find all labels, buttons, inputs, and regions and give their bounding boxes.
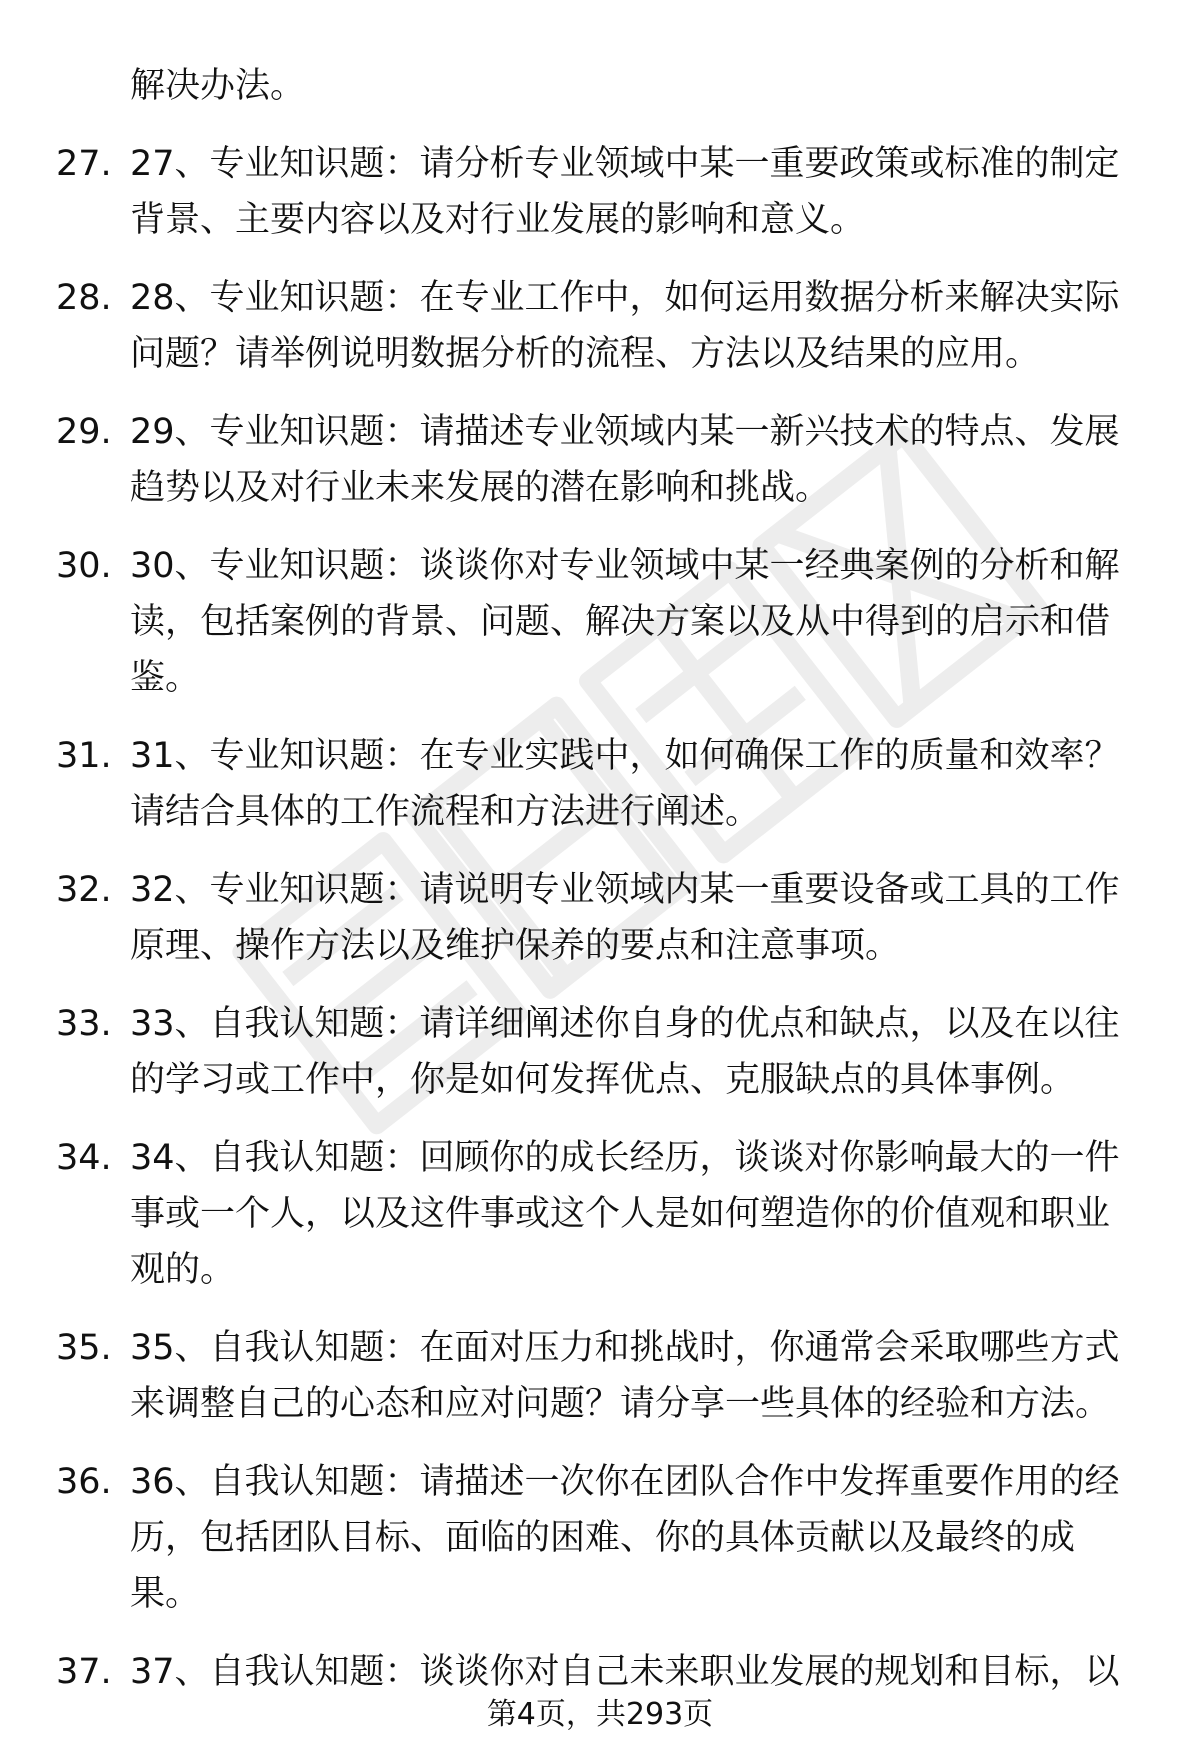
item-text-line: 背景、主要内容以及对行业发展的影响和意义。 bbox=[130, 200, 866, 240]
item-text-line: 的学习或工作中，你是如何发挥优点、克服缺点的具体事例。 bbox=[130, 1060, 1076, 1100]
page-footer: 第4页，共293页 bbox=[486, 1697, 714, 1732]
list-item bbox=[0, 1644, 1200, 1700]
item-number: 33. bbox=[56, 1004, 112, 1044]
item-number: 27. bbox=[56, 144, 112, 184]
item-text bbox=[130, 538, 1180, 706]
item-number: 36. bbox=[56, 1462, 112, 1502]
item-text-line: 来调整自己的心态和应对问题？请分享一些具体的经验和方法。 bbox=[130, 1384, 1111, 1424]
item-number: 28. bbox=[56, 278, 112, 318]
item-text bbox=[130, 1320, 1180, 1432]
item-text-line: 读，包括案例的背景、问题、解决方案以及从中得到的启示和借 bbox=[130, 602, 1111, 642]
item-text bbox=[130, 136, 1180, 248]
item-number: 35. bbox=[56, 1328, 112, 1368]
item-text-line: 29、专业知识题：请描述专业领域内某一新兴技术的特点、发展 bbox=[130, 412, 1120, 452]
item-text-line: 观的。 bbox=[130, 1250, 236, 1290]
list-item bbox=[0, 538, 1200, 706]
item-text-line: 原理、操作方法以及维护保养的要点和注意事项。 bbox=[130, 926, 901, 966]
item-text-line: 35、自我认知题：在面对压力和挑战时，你通常会采取哪些方式 bbox=[130, 1328, 1120, 1368]
item-text-line: 趋势以及对行业未来发展的潜在影响和挑战。 bbox=[130, 468, 831, 508]
item-text-line: 事或一个人，以及这件事或这个人是如何塑造你的价值观和职业 bbox=[130, 1194, 1111, 1234]
item-text-line: 34、自我认知题：回顾你的成长经历，谈谈对你影响最大的一件 bbox=[130, 1138, 1120, 1178]
item-text bbox=[130, 1644, 1180, 1700]
item-number: 31. bbox=[56, 736, 112, 776]
list-item bbox=[0, 728, 1200, 840]
item-text-line: 问题？请举例说明数据分析的流程、方法以及结果的应用。 bbox=[130, 334, 1041, 374]
list-item bbox=[0, 1320, 1200, 1432]
item-text-line: 28、专业知识题：在专业工作中，如何运用数据分析来解决实际 bbox=[130, 278, 1120, 318]
list-item bbox=[0, 136, 1200, 248]
item-text bbox=[130, 1454, 1180, 1622]
item-text bbox=[130, 1130, 1180, 1298]
item-number: 37. bbox=[56, 1652, 112, 1692]
list-item bbox=[0, 270, 1200, 382]
question-items bbox=[0, 136, 1200, 1700]
item-number: 30. bbox=[56, 546, 112, 586]
item-text-line: 36、自我认知题：请描述一次你在团队合作中发挥重要作用的经 bbox=[130, 1462, 1120, 1502]
item-text-line: 果。 bbox=[130, 1574, 201, 1614]
item-text bbox=[130, 270, 1180, 382]
item-text-line: 37、自我认知题：谈谈你对自己未来职业发展的规划和目标，以 bbox=[130, 1652, 1120, 1692]
item-text bbox=[130, 404, 1180, 516]
item-text-line: 31、专业知识题：在专业实践中，如何确保工作的质量和效率？ bbox=[130, 736, 1120, 776]
continued-text: 解决办法。 bbox=[130, 66, 306, 106]
item-text-line: 鉴。 bbox=[130, 658, 201, 698]
list-item bbox=[0, 996, 1200, 1108]
item-text-line: 历，包括团队目标、面临的困难、你的具体贡献以及最终的成 bbox=[130, 1518, 1076, 1558]
item-text bbox=[130, 862, 1180, 974]
item-text-line: 32、专业知识题：请说明专业领域内某一重要设备或工具的工作 bbox=[130, 870, 1120, 910]
item-text-line: 33、自我认知题：请详细阐述你自身的优点和缺点，以及在以往 bbox=[130, 1004, 1120, 1044]
list-item bbox=[0, 862, 1200, 974]
list-item bbox=[0, 1130, 1200, 1298]
item-text-line: 30、专业知识题：谈谈你对专业领域中某一经典案例的分析和解 bbox=[130, 546, 1120, 586]
item-text-line: 请结合具体的工作流程和方法进行阐述。 bbox=[130, 792, 761, 832]
item-text bbox=[130, 728, 1180, 840]
list-item bbox=[0, 1454, 1200, 1622]
list-item bbox=[0, 404, 1200, 516]
item-number: 34. bbox=[56, 1138, 112, 1178]
item-text-line: 27、专业知识题：请分析专业领域中某一重要政策或标准的制定 bbox=[130, 144, 1120, 184]
item-number: 29. bbox=[56, 412, 112, 452]
item-text bbox=[130, 996, 1180, 1108]
question-list bbox=[0, 58, 1200, 1700]
item-number: 32. bbox=[56, 870, 112, 910]
